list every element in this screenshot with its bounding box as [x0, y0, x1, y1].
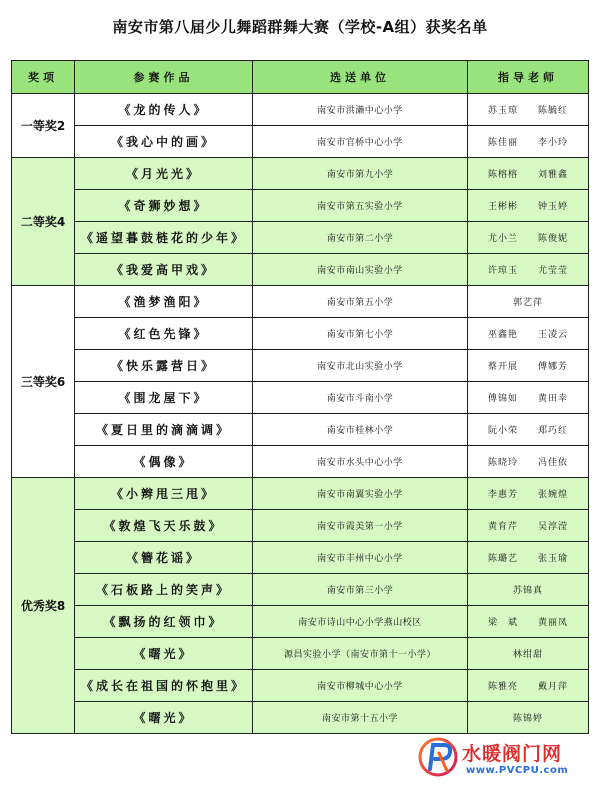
- work-title: 《成长在祖国的怀抱里》: [75, 670, 253, 702]
- school-name: 南安市第三小学: [253, 574, 468, 606]
- award-row: [12, 126, 589, 158]
- school-name: 源昌实验小学（南安市第十一小学）: [253, 638, 468, 670]
- school-name: 南安市桂林小学: [253, 414, 468, 446]
- prize-level: 优秀奖8: [12, 478, 75, 734]
- teacher-name: 郭艺萍: [512, 298, 543, 308]
- header-row: [12, 61, 589, 94]
- teacher-name: 黄田幸: [537, 394, 568, 404]
- teacher-name: 陈毓红: [537, 106, 568, 116]
- watermark: [416, 733, 596, 783]
- teacher-name: 苏玉琼: [487, 106, 518, 116]
- teacher-name: 王彬彬: [487, 202, 518, 212]
- award-row: [12, 158, 589, 190]
- teacher-name: 陈雅亮: [487, 682, 518, 692]
- teacher-cell: [468, 318, 589, 350]
- teacher-cell: [468, 94, 589, 126]
- header-unit: 选送单位: [253, 61, 468, 94]
- award-row: [12, 414, 589, 446]
- award-row: [12, 478, 589, 510]
- teacher-name: 蔡开展: [487, 362, 518, 372]
- teacher-name: 陈璐艺: [487, 554, 518, 564]
- school-name: 南安市水头中心小学: [253, 446, 468, 478]
- teacher-cell: [468, 222, 589, 254]
- prize-level: 二等奖4: [12, 158, 75, 286]
- school-name: 南安市南山实验小学: [253, 254, 468, 286]
- teacher-cell: [468, 606, 589, 638]
- school-name: 南安市官桥中心小学: [253, 126, 468, 158]
- school-name: 南安市第五实验小学: [253, 190, 468, 222]
- teacher-cell: [468, 126, 589, 158]
- teacher-cell: [468, 382, 589, 414]
- work-title: 《渔梦渔阳》: [75, 286, 253, 318]
- teacher-name: 李惠芳: [487, 490, 518, 500]
- work-title: 《遥望暮鼓梿花的少年》: [75, 222, 253, 254]
- teacher-name: 张婉煌: [537, 490, 568, 500]
- prize-level: 一等奖2: [12, 94, 75, 158]
- teacher-name: 刘雅鑫: [537, 170, 568, 180]
- teacher-name: 许琼玉: [487, 266, 518, 276]
- teacher-cell: [468, 542, 589, 574]
- teacher-name: 陈晓玲: [487, 458, 518, 468]
- work-title: 《快乐露营日》: [75, 350, 253, 382]
- teacher-cell: [468, 478, 589, 510]
- teacher-cell: [468, 254, 589, 286]
- school-name: 南安市斗南小学: [253, 382, 468, 414]
- teacher-name: 戴月萍: [537, 682, 568, 692]
- teacher-cell: [468, 190, 589, 222]
- teacher-name: 黄育芹: [487, 522, 518, 532]
- work-title: 《敦煌飞天乐鼓》: [75, 510, 253, 542]
- teacher-cell: [468, 638, 589, 670]
- school-name: 南安市北山实验小学: [253, 350, 468, 382]
- award-row: [12, 606, 589, 638]
- teacher-cell: [468, 414, 589, 446]
- work-title: 《曙光》: [75, 702, 253, 734]
- teacher-name: 陈俊妮: [537, 234, 568, 244]
- teacher-name: 冯佳依: [537, 458, 568, 468]
- teacher-name: 黄丽凤: [537, 618, 568, 628]
- teacher-cell: [468, 670, 589, 702]
- teacher-name: 傅锦如: [487, 394, 518, 404]
- teacher-name: 张玉瑜: [537, 554, 568, 564]
- work-title: 《石板路上的笑声》: [75, 574, 253, 606]
- teacher-name: 陈榕榕: [487, 170, 518, 180]
- prize-level: 三等奖6: [12, 286, 75, 478]
- work-title: 《偶像》: [75, 446, 253, 478]
- award-row: [12, 222, 589, 254]
- award-row: [12, 382, 589, 414]
- teacher-name: 苏锦真: [512, 586, 543, 596]
- award-table: [11, 60, 589, 734]
- teacher-cell: [468, 702, 589, 734]
- teacher-name: 郑巧红: [537, 426, 568, 436]
- teacher-cell: [468, 510, 589, 542]
- teacher-name: 林绀甜: [512, 650, 543, 660]
- teacher-name: 陈锦婷: [512, 714, 543, 724]
- watermark-text: 水暖阀门网: [462, 743, 563, 765]
- watermark-logo-icon: [416, 735, 460, 779]
- school-name: 南安市第十五小学: [253, 702, 468, 734]
- award-row: [12, 94, 589, 126]
- award-row: [12, 286, 589, 318]
- teacher-cell: [468, 158, 589, 190]
- award-row: [12, 254, 589, 286]
- teacher-name: 尤小兰: [487, 234, 518, 244]
- award-row: [12, 574, 589, 606]
- school-name: 南安市南翼实验小学: [253, 478, 468, 510]
- award-row: [12, 670, 589, 702]
- page-title: 南安市第八届少儿舞蹈群舞大赛（学校-A组）获奖名单: [112, 18, 488, 36]
- teacher-name: 陈佳丽: [487, 138, 518, 148]
- teacher-name: 梁 斌: [487, 618, 518, 628]
- school-name: 南安市洪濑中心小学: [253, 94, 468, 126]
- school-name: 南安市霞美第一小学: [253, 510, 468, 542]
- teacher-cell: [468, 446, 589, 478]
- work-title: 《飘扬的红领巾》: [75, 606, 253, 638]
- school-name: 南安市诗山中心小学燕山校区: [253, 606, 468, 638]
- work-title: 《小辫甩三甩》: [75, 478, 253, 510]
- teacher-name: 吴淳滢: [537, 522, 568, 532]
- teacher-name: 王凌云: [537, 330, 568, 340]
- work-title: 《我爱高甲戏》: [75, 254, 253, 286]
- teacher-name: 尤莹莹: [537, 266, 568, 276]
- work-title: 《曙光》: [75, 638, 253, 670]
- teacher-name: 阮小荣: [487, 426, 518, 436]
- award-row: [12, 350, 589, 382]
- school-name: 南安市柳城中心小学: [253, 670, 468, 702]
- award-row: [12, 638, 589, 670]
- teacher-cell: [468, 574, 589, 606]
- teacher-name: 巫鑫艳: [487, 330, 518, 340]
- header-work: 参赛作品: [75, 61, 253, 94]
- school-name: 南安市第二小学: [253, 222, 468, 254]
- school-name: 南安市第七小学: [253, 318, 468, 350]
- award-row: [12, 702, 589, 734]
- work-title: 《奇狮妙想》: [75, 190, 253, 222]
- award-row: [12, 318, 589, 350]
- teacher-cell: [468, 286, 589, 318]
- work-title: 《围龙屋下》: [75, 382, 253, 414]
- watermark-url: www.PVCPU.com: [466, 765, 569, 776]
- work-title: 《龙的传人》: [75, 94, 253, 126]
- work-title: 《月光光》: [75, 158, 253, 190]
- award-row: [12, 190, 589, 222]
- award-row: [12, 542, 589, 574]
- work-title: 《夏日里的滴滴调》: [75, 414, 253, 446]
- work-title: 《红色先锋》: [75, 318, 253, 350]
- school-name: 南安市第五小学: [253, 286, 468, 318]
- header-teacher: 指导老师: [468, 61, 589, 94]
- school-name: 南安市丰州中心小学: [253, 542, 468, 574]
- work-title: 《我心中的画》: [75, 126, 253, 158]
- award-row: [12, 510, 589, 542]
- teacher-name: 李小玲: [537, 138, 568, 148]
- teacher-name: 钟玉婷: [537, 202, 568, 212]
- school-name: 南安市第九小学: [253, 158, 468, 190]
- teacher-cell: [468, 350, 589, 382]
- work-title: 《簪花谣》: [75, 542, 253, 574]
- award-row: [12, 446, 589, 478]
- teacher-name: 傅娜芳: [537, 362, 568, 372]
- header-prize: 奖项: [12, 61, 75, 94]
